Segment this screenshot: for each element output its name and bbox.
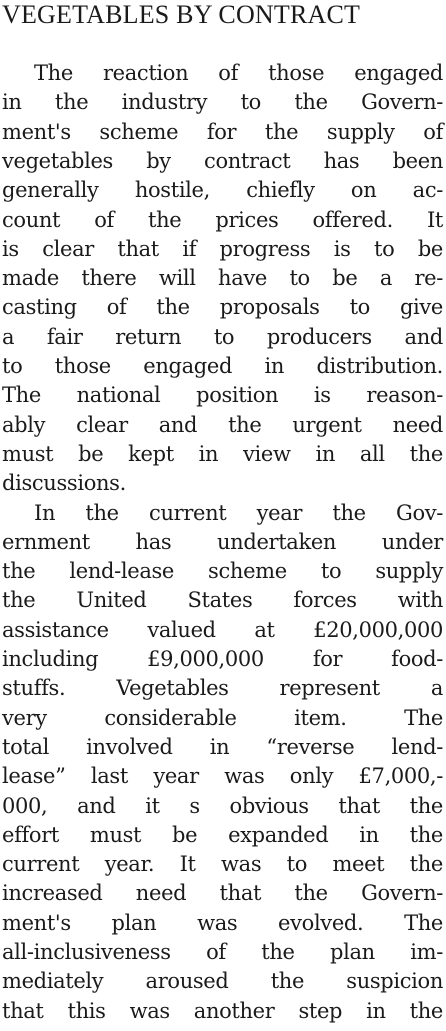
article-line: The reaction of those engaged: [34, 61, 443, 85]
article-line: 000, and it s obvious that the: [2, 793, 443, 818]
article-line: increased need that the Govern-: [2, 881, 443, 906]
article-line: ernment has undertaken under: [2, 529, 443, 554]
article-line: to those engaged in distribution.: [2, 354, 443, 378]
article-line: ment's scheme for the supply of: [2, 119, 443, 144]
article-line: the lend-lease scheme to supply: [2, 559, 443, 584]
article-line: discussions.: [2, 471, 126, 496]
article-line: all-inclusiveness of the plan im-: [2, 940, 443, 964]
article-line: ment's plan was evolved. The: [2, 910, 443, 935]
article-line: stuffs. Vegetables represent a: [2, 676, 443, 701]
article-line: total involved in “reverse lend-: [2, 734, 443, 759]
article-line: vegetables by contract has been: [2, 148, 443, 173]
article-line: In the current year the Gov-: [34, 500, 443, 525]
article-line: made there will have to be a re-: [2, 266, 443, 291]
article-line: current year. It was to meet the: [2, 852, 443, 877]
article-line: the United States forces with: [2, 588, 443, 613]
article-line: mediately aroused the suspicion: [2, 969, 443, 994]
article-line: lease” last year was only £7,000,-: [2, 764, 443, 789]
article-line: casting of the proposals to give: [2, 295, 443, 320]
article-line: The national position is reason-: [2, 383, 443, 408]
article-line: count of the prices offered. It: [2, 207, 443, 232]
article-line: a fair return to producers and: [2, 324, 443, 349]
article-line: effort must be expanded in the: [2, 822, 443, 847]
article-line: ably clear and the urgent need: [2, 412, 443, 437]
article-line: is clear that if progress is to be: [2, 236, 443, 261]
article-line: very considerable item. The: [2, 705, 443, 730]
article-line: that this was another step in the: [2, 998, 443, 1023]
article-line: must be kept in view in all the: [2, 441, 443, 466]
article-line: including £9,000,000 for food-: [2, 647, 443, 671]
article-line: generally hostile, chiefly on ac-: [2, 178, 443, 203]
article-line: assistance valued at £20,000,000: [2, 617, 443, 642]
article-line: in the industry to the Govern-: [2, 90, 443, 115]
article-headline: VEGETABLES BY CONTRACT: [2, 0, 361, 29]
